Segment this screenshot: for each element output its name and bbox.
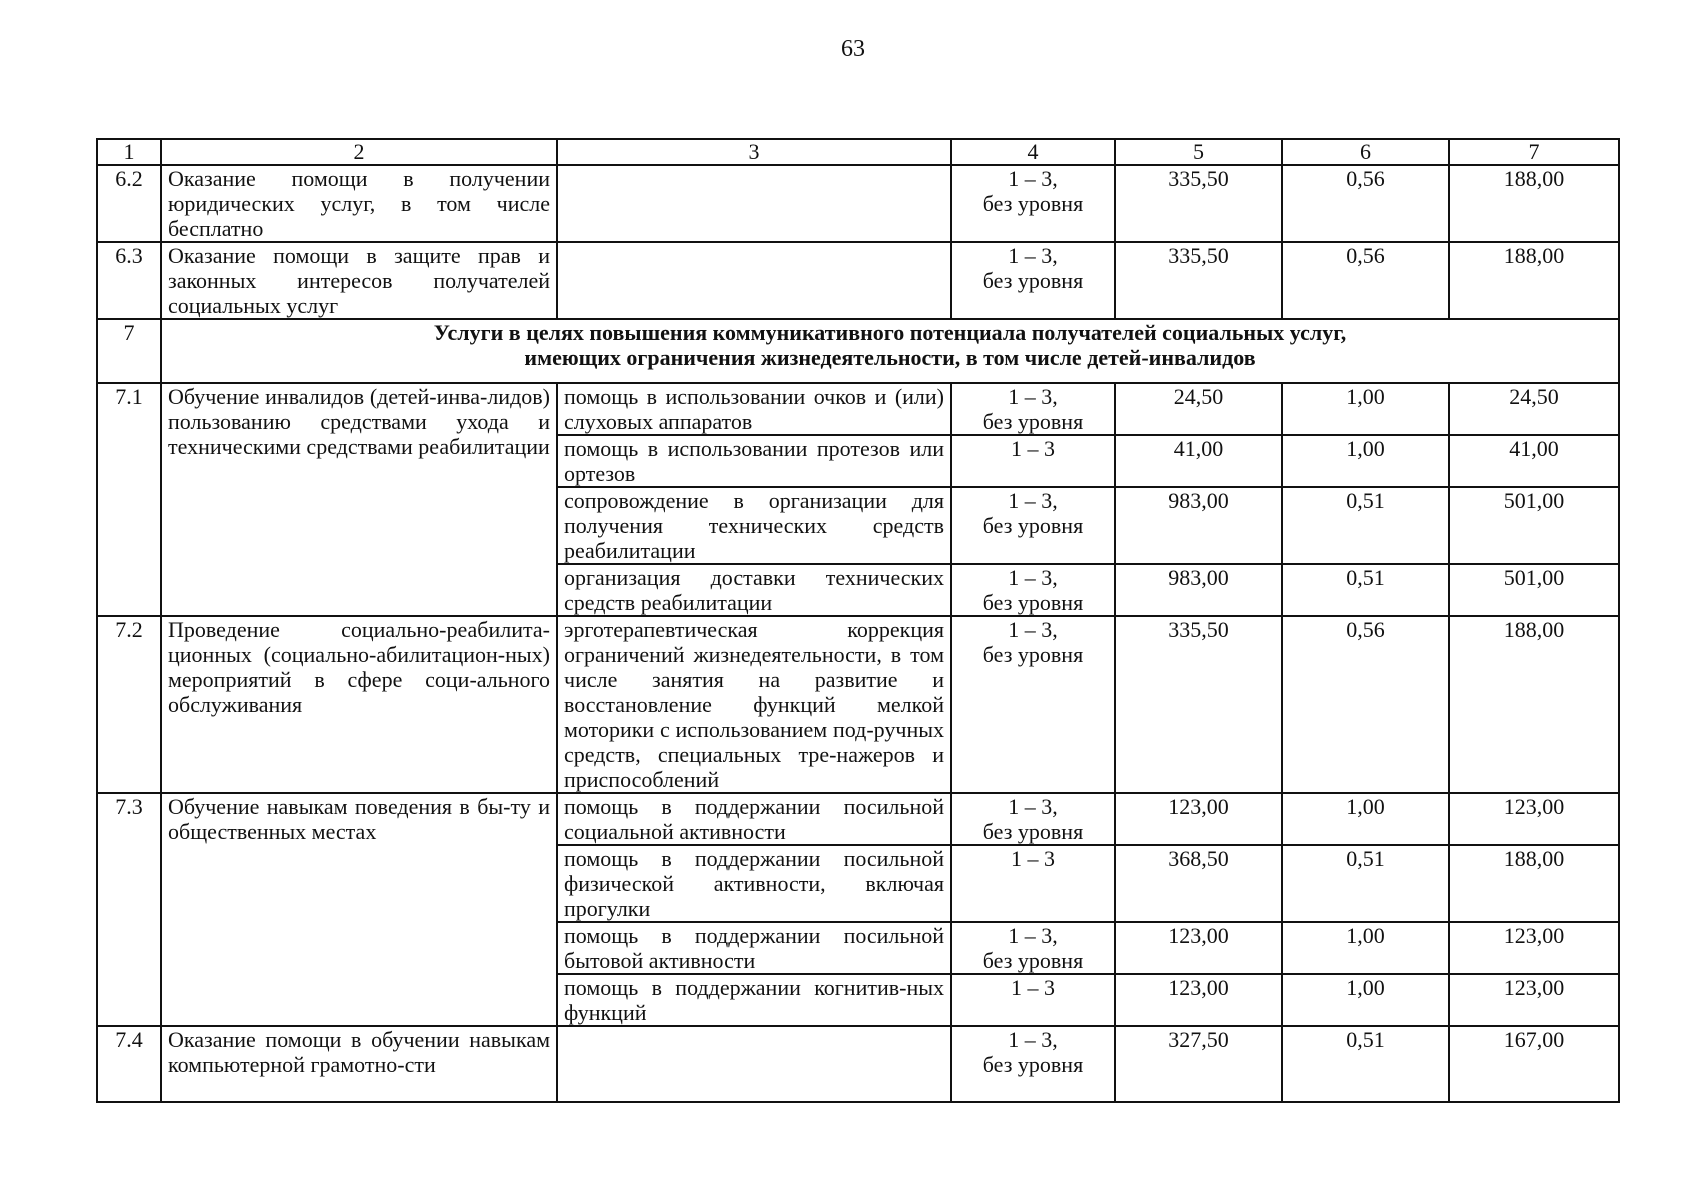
service-name: Обучение навыкам поведения в бы-ту и общественных местах [161,793,557,1026]
value-col7: 501,00 [1449,487,1619,564]
row-number: 7.2 [97,616,161,793]
value-col6: 0,51 [1282,564,1449,616]
value-col6: 1,00 [1282,793,1449,845]
service-subitem [557,1026,951,1102]
value-col5: 983,00 [1115,564,1282,616]
service-subitem [557,165,951,242]
service-name: Оказание помощи в защите прав и законных интересов получателей социальных услуг [161,242,557,319]
table-row-7-3 [97,793,1619,845]
level-cell: 1 – 3, без уровня [951,1026,1115,1102]
level-cell: 1 – 3, без уровня [951,487,1115,564]
value-col6: 1,00 [1282,435,1449,487]
column-header-4: 4 [951,139,1115,165]
value-col5: 335,50 [1115,165,1282,242]
row-number: 7.3 [97,793,161,1026]
table-row-7-1 [97,383,1619,435]
value-col7: 188,00 [1449,845,1619,922]
service-subitem: сопровождение в организации для получения технических средств реабилитации [557,487,951,564]
value-col6: 0,56 [1282,242,1449,319]
service-name: Проведение социально-реабилита-ционных (социально-абилитацион-ных) мероприятий в сфере соци-ального обслуживания [161,616,557,793]
value-col5: 335,50 [1115,242,1282,319]
value-col7: 501,00 [1449,564,1619,616]
service-subitem [557,242,951,319]
value-col5: 368,50 [1115,845,1282,922]
page-number: 63 [841,36,865,62]
level-cell: 1 – 3, без уровня [951,383,1115,435]
column-header-5: 5 [1115,139,1282,165]
value-col5: 24,50 [1115,383,1282,435]
value-col6: 0,51 [1282,487,1449,564]
value-col6: 0,51 [1282,845,1449,922]
services-tariff-table [96,138,1620,1103]
column-number-row [97,139,1619,165]
level-cell: 1 – 3, без уровня [951,922,1115,974]
table-row-6-3 [97,242,1619,319]
value-col7: 41,00 [1449,435,1619,487]
column-header-2: 2 [161,139,557,165]
value-col5: 335,50 [1115,616,1282,793]
value-col6: 1,00 [1282,974,1449,1026]
service-subitem: помощь в использовании очков и (или) слуховых аппаратов [557,383,951,435]
level-cell: 1 – 3 [951,845,1115,922]
value-col5: 123,00 [1115,922,1282,974]
service-name: Оказание помощи в обучении навыкам компьютерной грамотно-сти [161,1026,557,1102]
table-row-7-4 [97,1026,1619,1102]
level-cell: 1 – 3, без уровня [951,242,1115,319]
level-cell: 1 – 3, без уровня [951,616,1115,793]
value-col5: 123,00 [1115,974,1282,1026]
service-subitem: помощь в поддержании посильной физической активности, включая прогулки [557,845,951,922]
value-col7: 167,00 [1449,1026,1619,1102]
column-header-1: 1 [97,139,161,165]
value-col7: 123,00 [1449,974,1619,1026]
service-subitem: помощь в использовании протезов или ортезов [557,435,951,487]
value-col6: 1,00 [1282,922,1449,974]
service-subitem: помощь в поддержании когнитив-ных функций [557,974,951,1026]
level-cell: 1 – 3 [951,435,1115,487]
level-cell: 1 – 3, без уровня [951,793,1115,845]
row-number: 6.2 [97,165,161,242]
value-col6: 1,00 [1282,383,1449,435]
row-number: 7 [97,319,161,383]
value-col7: 123,00 [1449,793,1619,845]
value-col6: 0,56 [1282,165,1449,242]
value-col6: 0,51 [1282,1026,1449,1102]
level-cell: 1 – 3, без уровня [951,564,1115,616]
value-col5: 327,50 [1115,1026,1282,1102]
value-col7: 188,00 [1449,242,1619,319]
column-header-6: 6 [1282,139,1449,165]
value-col7: 24,50 [1449,383,1619,435]
value-col7: 123,00 [1449,922,1619,974]
value-col5: 123,00 [1115,793,1282,845]
service-subitem: организация доставки технических средств реабилитации [557,564,951,616]
row-number: 7.4 [97,1026,161,1102]
row-number: 6.3 [97,242,161,319]
column-header-7: 7 [1449,139,1619,165]
value-col7: 188,00 [1449,616,1619,793]
section-title: Услуги в целях повышения коммуникативного потенциала получателей социальных услуг, имеющих ограничения жизнедеятельности, в том числе детей-инвалидов [161,319,1619,383]
level-cell: 1 – 3 [951,974,1115,1026]
column-header-3: 3 [557,139,951,165]
service-subitem: помощь в поддержании посильной социальной активности [557,793,951,845]
table-row-6-2 [97,165,1619,242]
value-col5: 983,00 [1115,487,1282,564]
value-col7: 188,00 [1449,165,1619,242]
service-subitem: помощь в поддержании посильной бытовой активности [557,922,951,974]
level-cell: 1 – 3, без уровня [951,165,1115,242]
table-row-7-2 [97,616,1619,793]
service-name: Оказание помощи в получении юридических услуг, в том числе бесплатно [161,165,557,242]
row-number: 7.1 [97,383,161,616]
value-col6: 0,56 [1282,616,1449,793]
service-name: Обучение инвалидов (детей-инва-лидов) пользованию средствами ухода и техническими средствами реабилитации [161,383,557,616]
service-subitem: эрготерапевтическая коррекция ограничений жизнедеятельности, в том числе занятия на развитие и восстановление функций мелкой моторики с использованием под-ручных средств, специальных тре-нажеров и приспособлений [557,616,951,793]
section-row-7 [97,319,1619,383]
value-col5: 41,00 [1115,435,1282,487]
